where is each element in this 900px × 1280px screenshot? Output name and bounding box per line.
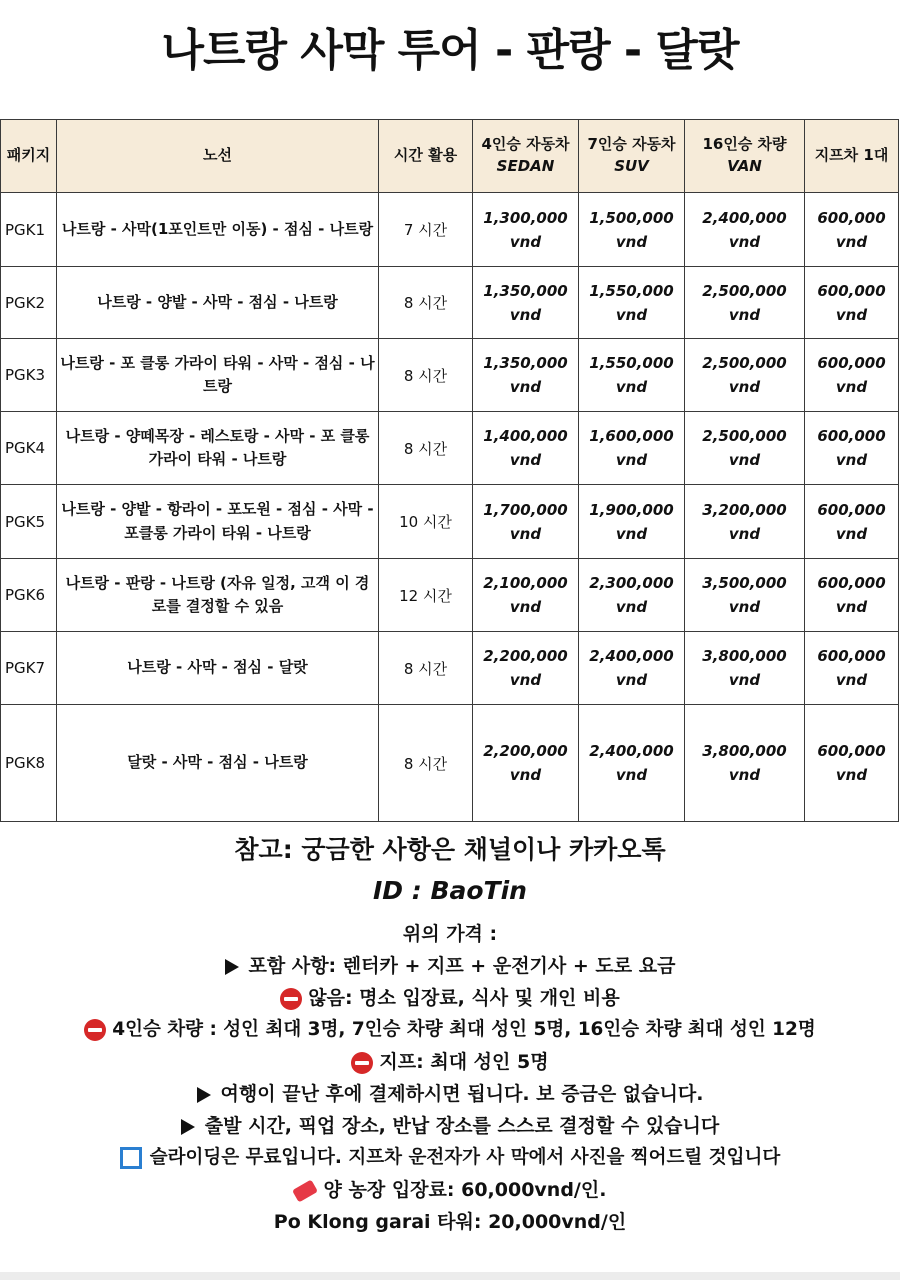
sedan-price: 2,200,000 <box>483 742 568 760</box>
suv-price-cell <box>579 485 685 559</box>
package-cell <box>1 559 57 632</box>
sedan-price-cell <box>473 559 579 632</box>
suv-price: 1,550,000 <box>589 354 674 372</box>
package-code: PGK2 <box>5 293 46 312</box>
time-cell <box>379 267 473 339</box>
tower-line: Po Klong garai 타워: 20,000vnd/인 <box>273 1211 627 1233</box>
route-text: 나트랑 - 사막 - 점심 - 달랏 <box>127 658 308 677</box>
sheep-farm-text: 양 농장 입장료: 60,000vnd/인. <box>323 1179 607 1201</box>
currency-label: vnd <box>835 305 868 324</box>
currency-label: vnd <box>835 232 868 251</box>
time-cell <box>379 632 473 705</box>
currency-label: vnd <box>835 451 868 469</box>
currency-label: vnd <box>728 598 761 616</box>
header-suv <box>579 120 685 193</box>
package-cell <box>1 193 57 267</box>
time-cell <box>379 193 473 267</box>
van-price-cell <box>685 632 805 705</box>
van-price: 2,400,000 <box>702 208 787 227</box>
sliding-line <box>0 1142 900 1174</box>
excluded-text: 않음: 명소 입장료, 식사 및 개인 비용 <box>308 987 620 1009</box>
package-cell <box>1 485 57 559</box>
route-text: 나트랑 - 사막(1포인트만 이동) - 점심 - 나트랑 <box>61 219 374 238</box>
header-time: 시간 활용 <box>379 120 473 193</box>
sedan-price-cell <box>473 412 579 485</box>
currency-label: vnd <box>615 378 648 396</box>
package-cell <box>1 632 57 705</box>
no-entry-icon <box>351 1052 373 1074</box>
time-text: 10 시간 <box>399 513 452 531</box>
currency-label: vnd <box>615 524 648 543</box>
table-header-row <box>1 120 899 193</box>
currency-label: vnd <box>615 766 648 784</box>
suv-price: 1,550,000 <box>589 281 674 300</box>
time-text: 8 시간 <box>403 439 448 458</box>
kakao-id: ID : BaoTin <box>373 876 527 905</box>
currency-label: vnd <box>509 766 542 784</box>
schedule-line <box>0 1110 900 1142</box>
header-sedan-bottom: SEDAN <box>496 157 555 175</box>
table-row <box>1 705 899 822</box>
sedan-price: 1,350,000 <box>483 281 568 300</box>
van-price: 2,500,000 <box>702 354 787 372</box>
route-cell <box>57 267 379 339</box>
route-cell <box>57 559 379 632</box>
suv-price-cell <box>579 705 685 822</box>
header-sedan <box>473 120 579 193</box>
currency-label: vnd <box>615 671 648 689</box>
route-text: 나트랑 - 양밭 - 사막 - 점심 - 나트랑 <box>97 292 338 311</box>
sedan-price: 2,100,000 <box>483 574 568 592</box>
header-package: 패키지 <box>1 120 57 193</box>
package-code: PGK3 <box>5 366 46 384</box>
van-price: 3,500,000 <box>702 574 787 592</box>
package-cell <box>1 705 57 822</box>
suv-price-cell <box>579 559 685 632</box>
table-row <box>1 485 899 559</box>
included-line <box>0 950 900 982</box>
jeep-price: 600,000 <box>817 647 886 665</box>
van-price: 2,500,000 <box>702 281 787 300</box>
capacity-text: 4인승 차량 : 성인 최대 3명, 7인승 차량 최대 성인 5명, 16인승 차량 최대 성인 12명 <box>112 1019 816 1040</box>
currency-label: vnd <box>509 451 542 469</box>
payment-line <box>0 1078 900 1110</box>
jeep-price-cell <box>805 705 899 822</box>
van-price: 3,200,000 <box>702 500 787 519</box>
currency-label: vnd <box>835 378 868 396</box>
suv-price-cell <box>579 339 685 412</box>
van-price-cell <box>685 705 805 822</box>
time-text: 12 시간 <box>399 586 452 605</box>
header-sedan-top: 4인승 자동차 <box>481 135 570 154</box>
capacity-line <box>0 1014 900 1046</box>
currency-label: vnd <box>509 524 542 543</box>
play-triangle-icon <box>225 959 239 975</box>
price-header: 위의 가격 : <box>402 923 498 945</box>
currency-label: vnd <box>615 598 648 616</box>
bottom-bar <box>0 1272 900 1280</box>
time-cell <box>379 705 473 822</box>
jeep-price: 600,000 <box>817 742 886 760</box>
suv-price: 2,300,000 <box>589 574 674 592</box>
table-row <box>1 412 899 485</box>
suv-price: 1,900,000 <box>589 500 674 519</box>
table-row <box>1 339 899 412</box>
route-text: 나트랑 - 양밭 - 항라이 - 포도원 - 점심 - 사막 - 포클롱 가라이 타워 - 나트랑 <box>61 500 374 542</box>
currency-label: vnd <box>835 671 868 689</box>
van-price-cell <box>685 412 805 485</box>
currency-label: vnd <box>835 598 868 616</box>
currency-label: vnd <box>728 232 761 251</box>
blue-square-icon <box>120 1147 142 1169</box>
package-code: PGK5 <box>5 512 46 531</box>
header-van-bottom: VAN <box>727 157 762 175</box>
sedan-price-cell <box>473 632 579 705</box>
table-row <box>1 193 899 267</box>
jeep-price-cell <box>805 485 899 559</box>
van-price-cell <box>685 267 805 339</box>
jeep-price: 600,000 <box>817 427 886 445</box>
currency-label: vnd <box>728 378 761 396</box>
header-route: 노선 <box>57 120 379 193</box>
route-cell <box>57 485 379 559</box>
time-text: 8 시간 <box>403 366 448 385</box>
package-code: PGK4 <box>5 439 46 457</box>
route-cell <box>57 193 379 267</box>
header-suv-top: 7인승 자동차 <box>587 135 676 154</box>
route-text: 나트랑 - 양떼목장 - 레스토랑 - 사막 - 포 클롱 가라이 타워 - 나트랑 <box>65 426 370 468</box>
suv-price-cell <box>579 193 685 267</box>
currency-label: vnd <box>615 451 648 469</box>
currency-label: vnd <box>509 305 542 324</box>
excluded-line <box>0 982 900 1014</box>
no-entry-icon <box>280 988 302 1010</box>
time-text: 7 시간 <box>403 221 448 239</box>
package-cell <box>1 267 57 339</box>
currency-label: vnd <box>728 305 761 324</box>
sedan-price: 1,300,000 <box>483 208 568 227</box>
play-triangle-icon <box>197 1087 211 1103</box>
sheep-farm-line <box>0 1174 900 1206</box>
header-van <box>685 120 805 193</box>
play-triangle-icon <box>181 1119 195 1135</box>
jeep-price: 600,000 <box>817 208 886 227</box>
currency-label: vnd <box>835 766 868 784</box>
page-title: 나트랑 사막 투어 - 판랑 - 달랏 <box>161 25 739 76</box>
sedan-price-cell <box>473 267 579 339</box>
sedan-price-cell <box>473 705 579 822</box>
currency-label: vnd <box>728 671 761 689</box>
package-code: PGK7 <box>5 659 46 677</box>
currency-label: vnd <box>728 766 761 784</box>
time-cell <box>379 485 473 559</box>
van-price: 2,500,000 <box>702 427 787 445</box>
sedan-price-cell <box>473 485 579 559</box>
sedan-price: 2,200,000 <box>483 647 568 665</box>
time-cell <box>379 339 473 412</box>
table-row <box>1 267 899 339</box>
van-price-cell <box>685 559 805 632</box>
header-van-top: 16인승 차량 <box>702 135 787 154</box>
header-jeep: 지프차 1대 <box>805 120 899 193</box>
header-suv-bottom: SUV <box>614 157 649 175</box>
package-cell <box>1 412 57 485</box>
van-price-cell <box>685 193 805 267</box>
jeep-price-cell <box>805 267 899 339</box>
package-code: PGK1 <box>5 220 46 239</box>
suv-price-cell <box>579 412 685 485</box>
sedan-price: 1,350,000 <box>483 354 568 372</box>
jeep-price: 600,000 <box>817 281 886 300</box>
currency-label: vnd <box>509 598 542 616</box>
currency-label: vnd <box>509 671 542 689</box>
time-text: 8 시간 <box>403 659 448 678</box>
time-text: 8 시간 <box>403 294 448 312</box>
currency-label: vnd <box>728 524 761 543</box>
sedan-price-cell <box>473 339 579 412</box>
jeep-price-cell <box>805 412 899 485</box>
van-price-cell <box>685 339 805 412</box>
table-row <box>1 559 899 632</box>
jeep-price-cell <box>805 559 899 632</box>
payment-text: 여행이 끝난 후에 결제하시면 됩니다. 보 증금은 없습니다. <box>220 1083 704 1105</box>
currency-label: vnd <box>835 524 868 543</box>
included-text: 포함 사항: 렌터카 + 지프 + 운전기사 + 도로 요금 <box>248 955 676 977</box>
suv-price: 1,600,000 <box>589 427 674 445</box>
jeep-capacity-line <box>0 1046 900 1078</box>
jeep-price: 600,000 <box>817 354 886 372</box>
route-text: 나트랑 - 판랑 - 나트랑 (자유 일정, 고객 이 경로를 결정할 수 있음 <box>65 573 370 615</box>
van-price-cell <box>685 485 805 559</box>
time-text: 8 시간 <box>403 754 448 773</box>
contact-note: 참고: 궁금한 사항은 채널이나 카카오톡 <box>234 835 666 864</box>
suv-price: 2,400,000 <box>589 647 674 665</box>
suv-price: 1,500,000 <box>589 208 674 227</box>
sliding-text: 슬라이딩은 무료입니다. 지프차 운전자가 사 막에서 사진을 찍어드릴 것입니다 <box>149 1147 781 1168</box>
time-cell <box>379 412 473 485</box>
package-code: PGK8 <box>5 754 46 772</box>
currency-label: vnd <box>728 451 761 469</box>
no-entry-icon <box>84 1019 106 1041</box>
van-price: 3,800,000 <box>702 742 787 760</box>
jeep-price: 600,000 <box>817 500 886 519</box>
route-text: 달랏 - 사막 - 점심 - 나트랑 <box>127 753 308 772</box>
van-price: 3,800,000 <box>702 647 787 665</box>
sedan-price: 1,400,000 <box>483 427 568 445</box>
package-cell <box>1 339 57 412</box>
jeep-price-cell <box>805 339 899 412</box>
sedan-price: 1,700,000 <box>483 500 568 519</box>
notes-section <box>0 832 900 1238</box>
suv-price-cell <box>579 267 685 339</box>
route-cell <box>57 412 379 485</box>
price-table <box>0 119 899 822</box>
suv-price: 2,400,000 <box>589 742 674 760</box>
ticket-icon <box>292 1179 318 1202</box>
time-cell <box>379 559 473 632</box>
jeep-price-cell <box>805 632 899 705</box>
route-cell <box>57 339 379 412</box>
route-text: 나트랑 - 포 클롱 가라이 타워 - 사막 - 점심 - 나트랑 <box>60 353 375 395</box>
route-cell <box>57 705 379 822</box>
route-cell <box>57 632 379 705</box>
currency-label: vnd <box>509 378 542 396</box>
schedule-text: 출발 시간, 픽업 장소, 반납 장소를 스스로 결정할 수 있습니다 <box>204 1115 720 1137</box>
currency-label: vnd <box>615 305 648 324</box>
currency-label: vnd <box>509 232 542 251</box>
currency-label: vnd <box>615 232 648 251</box>
jeep-capacity-text: 지프: 최대 성인 5명 <box>379 1051 549 1073</box>
sedan-price-cell <box>473 193 579 267</box>
package-code: PGK6 <box>5 586 46 604</box>
suv-price-cell <box>579 632 685 705</box>
table-row <box>1 632 899 705</box>
jeep-price-cell <box>805 193 899 267</box>
jeep-price: 600,000 <box>817 574 886 592</box>
